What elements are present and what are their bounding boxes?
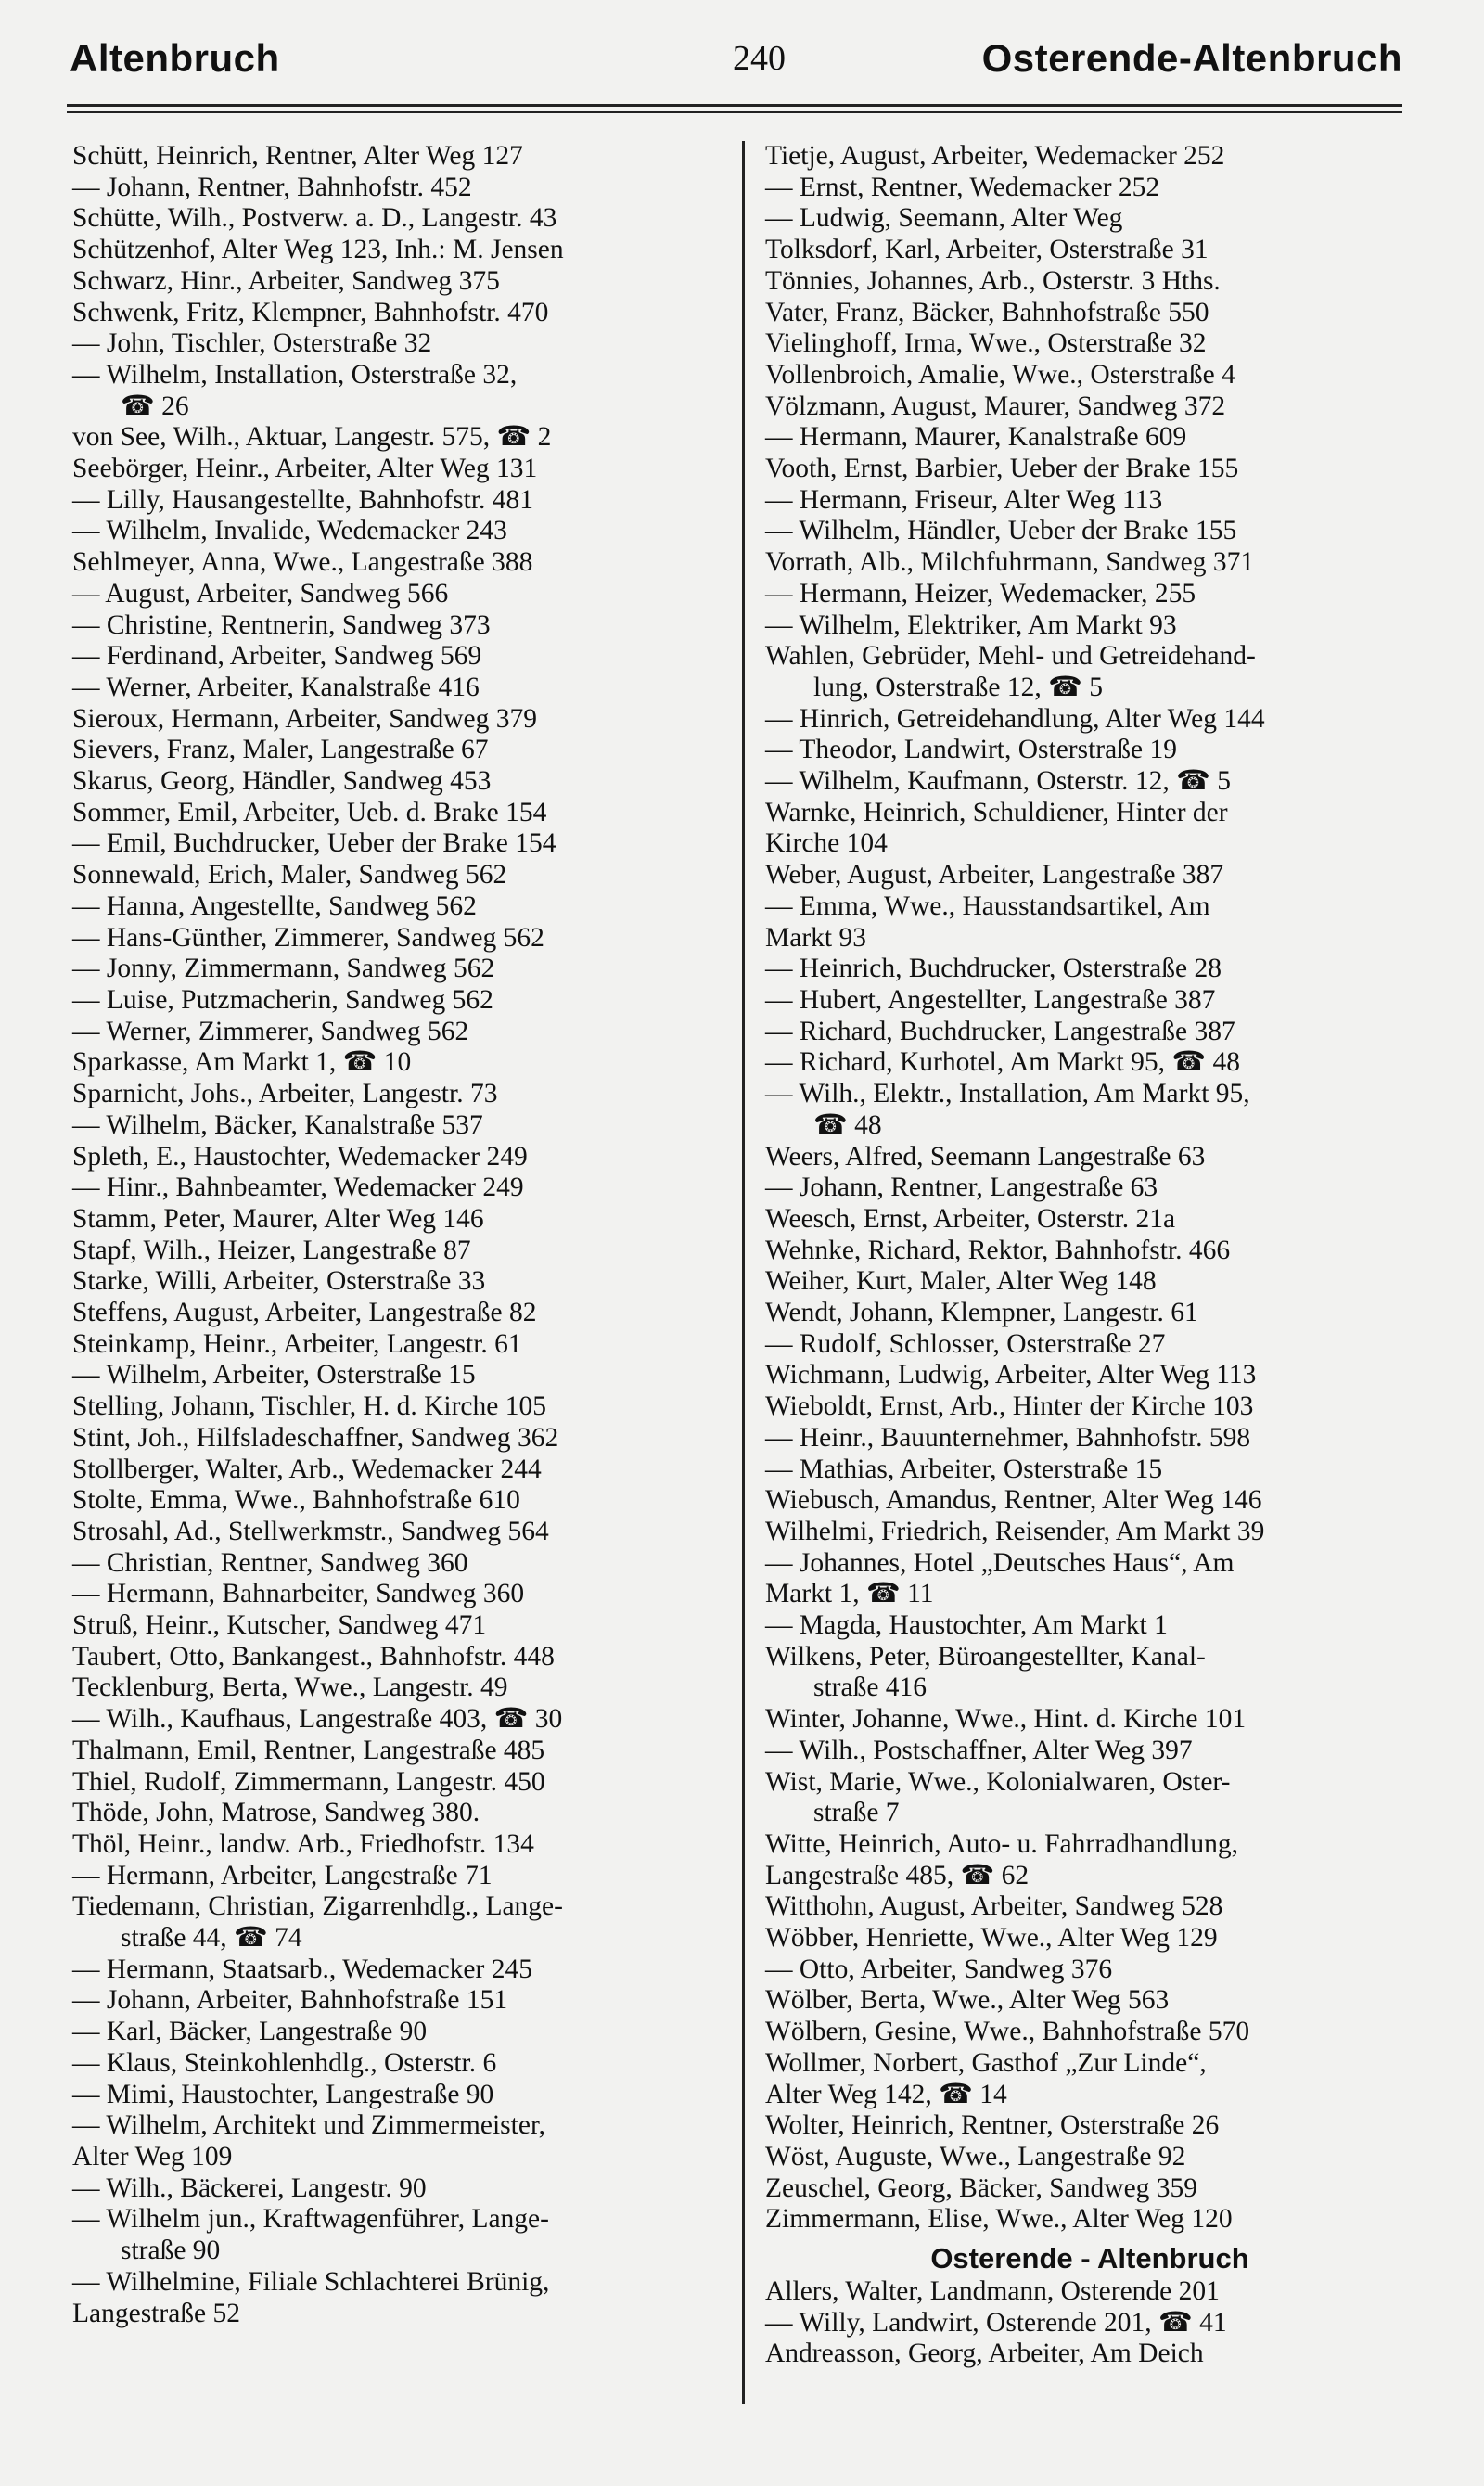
directory-entry: Zeuschel, Georg, Bäcker, Sandweg 359 [765, 2172, 1198, 2203]
directory-entry: — Theodor, Landwirt, Osterstraße 19 [765, 735, 1177, 765]
directory-entry: Wist, Marie, Wwe., Kolonialwaren, Oster- [765, 1766, 1231, 1797]
column-divider [742, 141, 745, 2404]
directory-entry: Starke, Willi, Arbeiter, Osterstraße 33 [72, 1266, 486, 1297]
directory-entry: — Emma, Wwe., Hausstandsartikel, Am [765, 891, 1210, 921]
directory-entry: — Willy, Landwirt, Osterende 201, ☎ 41 [765, 2307, 1227, 2338]
directory-entry: Tolksdorf, Karl, Arbeiter, Osterstraße 31 [765, 235, 1209, 265]
directory-entry: Wollmer, Norbert, Gasthof „Zur Linde“, [765, 2047, 1207, 2078]
directory-entry: — Rudolf, Schlosser, Osterstraße 27 [765, 1328, 1166, 1359]
directory-entry: — Wilh., Bäckerei, Langestr. 90 [72, 2172, 427, 2203]
directory-entry: — Hermann, Maurer, Kanalstraße 609 [765, 422, 1187, 453]
directory-entry: Vielinghoff, Irma, Wwe., Osterstraße 32 [765, 328, 1207, 359]
directory-entry: — Wilhelm, Invalide, Wedemacker 243 [72, 516, 507, 546]
directory-entry: Schwarz, Hinr., Arbeiter, Sandweg 375 [72, 265, 500, 296]
directory-entry: — Hermann, Arbeiter, Langestraße 71 [72, 1860, 493, 1890]
directory-entry: lung, Osterstraße 12, ☎ 5 [813, 672, 1104, 702]
directory-entry: — Lilly, Hausangestellte, Bahnhofstr. 481 [72, 484, 534, 515]
directory-entry: Vooth, Ernst, Barbier, Ueber der Brake 155 [765, 454, 1239, 484]
directory-entry: Sehlmeyer, Anna, Wwe., Langestraße 388 [72, 547, 533, 578]
directory-entry: — Werner, Arbeiter, Kanalstraße 416 [72, 672, 480, 702]
directory-entry: — Johann, Arbeiter, Bahnhofstraße 151 [72, 1985, 508, 2016]
directory-entry: Spleth, E., Haustochter, Wedemacker 249 [72, 1141, 528, 1172]
directory-entry: — Magda, Haustochter, Am Markt 1 [765, 1610, 1168, 1641]
directory-entry: — Jonny, Zimmermann, Sandweg 562 [72, 954, 495, 984]
directory-entry: Vater, Franz, Bäcker, Bahnhofstraße 550 [765, 297, 1209, 327]
directory-entry: — Johannes, Hotel „Deutsches Haus“, Am [765, 1547, 1235, 1578]
directory-entry: Wilkens, Peter, Büroangestellter, Kanal- [765, 1641, 1206, 1672]
directory-entry: — Wilhelm, Arbeiter, Osterstraße 15 [72, 1360, 476, 1390]
directory-entry: — Mathias, Arbeiter, Osterstraße 15 [765, 1454, 1163, 1484]
directory-entry: — Klaus, Steinkohlenhdlg., Osterstr. 6 [72, 2047, 497, 2078]
directory-entry: Stapf, Wilh., Heizer, Langestraße 87 [72, 1235, 471, 1265]
directory-entry: Tönnies, Johannes, Arb., Osterstr. 3 Hths. [765, 265, 1221, 296]
right-column-section-entries [765, 2276, 1414, 2370]
directory-entry: Tiedemann, Christian, Zigarrenhdlg., Lange- [72, 1891, 563, 1922]
directory-entry: Alter Weg 109 [72, 2142, 233, 2172]
directory-entry: Wolter, Heinrich, Rentner, Osterstraße 26 [765, 2110, 1220, 2141]
directory-entry: Markt 1, ☎ 11 [765, 1579, 934, 1609]
directory-entry: straße 44, ☎ 74 [121, 1923, 302, 1954]
directory-entry: — Ferdinand, Arbeiter, Sandweg 569 [72, 641, 482, 672]
directory-entry: — Wilhelm, Kaufmann, Osterstr. 12, ☎ 5 [765, 766, 1232, 797]
directory-entry: Stolte, Emma, Wwe., Bahnhofstraße 610 [72, 1485, 520, 1516]
directory-entry: — Hubert, Angestellter, Langestraße 387 [765, 984, 1216, 1015]
directory-entry: — Hermann, Bahnarbeiter, Sandweg 360 [72, 1579, 525, 1609]
directory-entry: — Wilh., Elektr., Installation, Am Markt 95, [765, 1079, 1250, 1109]
directory-entry: — Hinrich, Getreidehandlung, Alter Weg 144 [765, 703, 1265, 734]
directory-entry: Weiher, Kurt, Maler, Alter Weg 148 [765, 1266, 1157, 1297]
directory-entry: — Hans-Günther, Zimmerer, Sandweg 562 [72, 922, 544, 953]
directory-entry: — Johann, Rentner, Bahnhofstr. 452 [72, 172, 472, 202]
directory-entry: straße 7 [813, 1798, 900, 1828]
directory-entry: Andreasson, Georg, Arbeiter, Am Deich [765, 2339, 1204, 2369]
directory-entry: — John, Tischler, Osterstraße 32 [72, 328, 432, 359]
directory-entry: Schütte, Wilh., Postverw. a. D., Langestr. 43 [72, 203, 557, 234]
directory-entry: Thöl, Heinr., landw. Arb., Friedhofstr. 134 [72, 1828, 534, 1859]
directory-entry: Taubert, Otto, Bankangest., Bahnhofstr. 448 [72, 1641, 555, 1672]
directory-entry: — Mimi, Haustochter, Langestraße 90 [72, 2079, 494, 2109]
directory-entry: Witte, Heinrich, Auto- u. Fahrradhandlung, [765, 1828, 1239, 1859]
directory-entry: — Wilhelm, Elektriker, Am Markt 93 [765, 609, 1177, 640]
header-rule-top [67, 104, 1402, 107]
directory-entry: ☎ 26 [121, 391, 189, 421]
directory-entry: Wöst, Auguste, Wwe., Langestraße 92 [765, 2142, 1186, 2172]
directory-entry: Stamm, Peter, Maurer, Alter Weg 146 [72, 1203, 484, 1234]
directory-entry: Langestraße 52 [72, 2298, 241, 2328]
directory-entry: Weber, August, Arbeiter, Langestraße 387 [765, 860, 1224, 891]
directory-entry: — Christian, Rentner, Sandweg 360 [72, 1547, 468, 1578]
directory-entry: — Karl, Bäcker, Langestraße 90 [72, 2017, 428, 2047]
section-heading-osterende: Osterende - Altenbruch [930, 2242, 1249, 2275]
directory-entry: Sieroux, Hermann, Arbeiter, Sandweg 379 [72, 703, 538, 734]
directory-entry: — Wilhelm, Händler, Ueber der Brake 155 [765, 516, 1237, 546]
directory-entry: Stelling, Johann, Tischler, H. d. Kirche 105 [72, 1391, 546, 1422]
running-head-right: Osterende-Altenbruch [981, 36, 1402, 80]
directory-entry: — Heinr., Bauunternehmer, Bahnhofstr. 598 [765, 1422, 1251, 1453]
directory-entry: Sparnicht, Johs., Arbeiter, Langestr. 73 [72, 1079, 498, 1109]
directory-entry: — Wilhelm, Installation, Osterstraße 32, [72, 359, 518, 390]
right-column [765, 141, 1414, 2370]
directory-entry: straße 416 [813, 1672, 928, 1703]
directory-entry: Skarus, Georg, Händler, Sandweg 453 [72, 766, 492, 797]
page-number: 240 [733, 39, 786, 78]
directory-entry: Markt 93 [765, 922, 866, 953]
directory-entry: Schwenk, Fritz, Klempner, Bahnhofstr. 470 [72, 297, 549, 327]
directory-entry: von See, Wilh., Aktuar, Langestr. 575, ☎ 2 [72, 422, 552, 453]
directory-entry: — Ernst, Rentner, Wedemacker 252 [765, 172, 1160, 202]
directory-entry: — Otto, Arbeiter, Sandweg 376 [765, 1954, 1113, 1984]
directory-entry: Warnke, Heinrich, Schuldiener, Hinter der [765, 797, 1228, 827]
directory-entry: Wieboldt, Ernst, Arb., Hinter der Kirche 103 [765, 1391, 1254, 1422]
directory-entry: Völzmann, August, Maurer, Sandweg 372 [765, 391, 1226, 421]
directory-entry: — Hinr., Bahnbeamter, Wedemacker 249 [72, 1173, 524, 1203]
directory-entry: Tietje, August, Arbeiter, Wedemacker 252 [765, 141, 1225, 171]
directory-entry: Schützenhof, Alter Weg 123, Inh.: M. Jensen [72, 235, 564, 265]
directory-entry: Sievers, Franz, Maler, Langestraße 67 [72, 735, 489, 765]
directory-entry: Wölber, Berta, Wwe., Alter Weg 563 [765, 1985, 1170, 2016]
directory-entry: Steinkamp, Heinr., Arbeiter, Langestr. 61 [72, 1328, 522, 1359]
directory-entry: Sonnewald, Erich, Maler, Sandweg 562 [72, 860, 507, 891]
left-column [72, 141, 733, 2329]
directory-entry: Winter, Johanne, Wwe., Hint. d. Kirche 101 [765, 1704, 1247, 1735]
directory-entry: Steffens, August, Arbeiter, Langestraße 82 [72, 1298, 537, 1328]
directory-entry: — Wilh., Kaufhaus, Langestraße 403, ☎ 30 [72, 1704, 563, 1735]
directory-entry: — Richard, Kurhotel, Am Markt 95, ☎ 48 [765, 1047, 1240, 1078]
directory-entry: Stollberger, Walter, Arb., Wedemacker 244 [72, 1454, 542, 1484]
directory-entry: Witthohn, August, Arbeiter, Sandweg 528 [765, 1891, 1223, 1922]
directory-entry: Wölbern, Gesine, Wwe., Bahnhofstraße 570 [765, 2017, 1250, 2047]
directory-entry: — August, Arbeiter, Sandweg 566 [72, 578, 449, 609]
directory-entry: — Emil, Buchdrucker, Ueber der Brake 154 [72, 828, 556, 859]
directory-entry: Wahlen, Gebrüder, Mehl- und Getreidehand- [765, 641, 1256, 672]
directory-entry: — Wilhelm, Architekt und Zimmermeister, [72, 2110, 545, 2141]
directory-entry: — Hermann, Staatsarb., Wedemacker 245 [72, 1954, 532, 1984]
directory-entry: Vorrath, Alb., Milchfuhrmann, Sandweg 371 [765, 547, 1255, 578]
directory-entry: straße 90 [121, 2236, 221, 2266]
directory-entry: — Richard, Buchdrucker, Langestraße 387 [765, 1016, 1235, 1046]
directory-entry: Schütt, Heinrich, Rentner, Alter Weg 127 [72, 141, 523, 171]
directory-entry: Alter Weg 142, ☎ 14 [765, 2079, 1007, 2109]
directory-entry: Vollenbroich, Amalie, Wwe., Osterstraße 4 [765, 359, 1235, 390]
directory-entry: Wehnke, Richard, Rektor, Bahnhofstr. 466 [765, 1235, 1231, 1265]
directory-entry: — Ludwig, Seemann, Alter Weg [765, 203, 1123, 234]
directory-entry: — Hermann, Friseur, Alter Weg 113 [765, 484, 1163, 515]
directory-entry: ☎ 48 [813, 1109, 882, 1140]
directory-entry: Stint, Joh., Hilfsladeschaffner, Sandweg 362 [72, 1422, 559, 1453]
directory-entry: — Hermann, Heizer, Wedemacker, 255 [765, 578, 1196, 609]
directory-entry: — Heinrich, Buchdrucker, Osterstraße 28 [765, 954, 1222, 984]
directory-entry: Weesch, Ernst, Arbeiter, Osterstr. 21a [765, 1203, 1176, 1234]
header-rule-bottom [67, 111, 1402, 113]
directory-entry: Sparkasse, Am Markt 1, ☎ 10 [72, 1047, 412, 1078]
directory-entry: Thalmann, Emil, Rentner, Langestraße 485 [72, 1735, 545, 1765]
directory-entry: Wöbber, Henriette, Wwe., Alter Weg 129 [765, 1923, 1218, 1954]
directory-entry: Wiebusch, Amandus, Rentner, Alter Weg 146 [765, 1485, 1262, 1516]
directory-entry: Weers, Alfred, Seemann Langestraße 63 [765, 1141, 1206, 1172]
right-column-entries [765, 141, 1414, 2236]
directory-entry: Strosahl, Ad., Stellwerkmstr., Sandweg 564 [72, 1516, 549, 1546]
directory-entry: — Luise, Putzmacherin, Sandweg 562 [72, 984, 493, 1015]
directory-entry: Kirche 104 [765, 828, 888, 859]
directory-entry: Allers, Walter, Landmann, Osterende 201 [765, 2275, 1220, 2306]
directory-entry: Wichmann, Ludwig, Arbeiter, Alter Weg 113 [765, 1360, 1257, 1390]
directory-entry: — Wilh., Postschaffner, Alter Weg 397 [765, 1735, 1193, 1765]
directory-entry: Thöde, John, Matrose, Sandweg 380. [72, 1798, 480, 1828]
directory-entry: Tecklenburg, Berta, Wwe., Langestr. 49 [72, 1672, 508, 1703]
directory-entry: Wendt, Johann, Klempner, Langestr. 61 [765, 1298, 1198, 1328]
directory-entry: Wilhelmi, Friedrich, Reisender, Am Markt 39 [765, 1516, 1265, 1546]
directory-entry: Struß, Heinr., Kutscher, Sandweg 471 [72, 1610, 487, 1641]
directory-entry: — Wilhelmine, Filiale Schlachterei Brünig, [72, 2266, 550, 2297]
directory-entry: — Wilhelm, Bäcker, Kanalstraße 537 [72, 1109, 483, 1140]
directory-entry: Seebörger, Heinr., Arbeiter, Alter Weg 131 [72, 454, 538, 484]
directory-entry: — Hanna, Angestellte, Sandweg 562 [72, 891, 477, 921]
directory-entry: Langestraße 485, ☎ 62 [765, 1860, 1030, 1890]
running-head-left: Altenbruch [70, 36, 280, 80]
directory-entry: Zimmermann, Elise, Wwe., Alter Weg 120 [765, 2204, 1233, 2235]
directory-entry: — Wilhelm jun., Kraftwagenführer, Lange- [72, 2204, 549, 2235]
directory-entry: — Werner, Zimmerer, Sandweg 562 [72, 1016, 469, 1046]
directory-entry: — Johann, Rentner, Langestraße 63 [765, 1173, 1158, 1203]
directory-entry: Thiel, Rudolf, Zimmermann, Langestr. 450 [72, 1766, 545, 1797]
directory-entry: Sommer, Emil, Arbeiter, Ueb. d. Brake 154 [72, 797, 547, 827]
directory-entry: — Christine, Rentnerin, Sandweg 373 [72, 609, 491, 640]
